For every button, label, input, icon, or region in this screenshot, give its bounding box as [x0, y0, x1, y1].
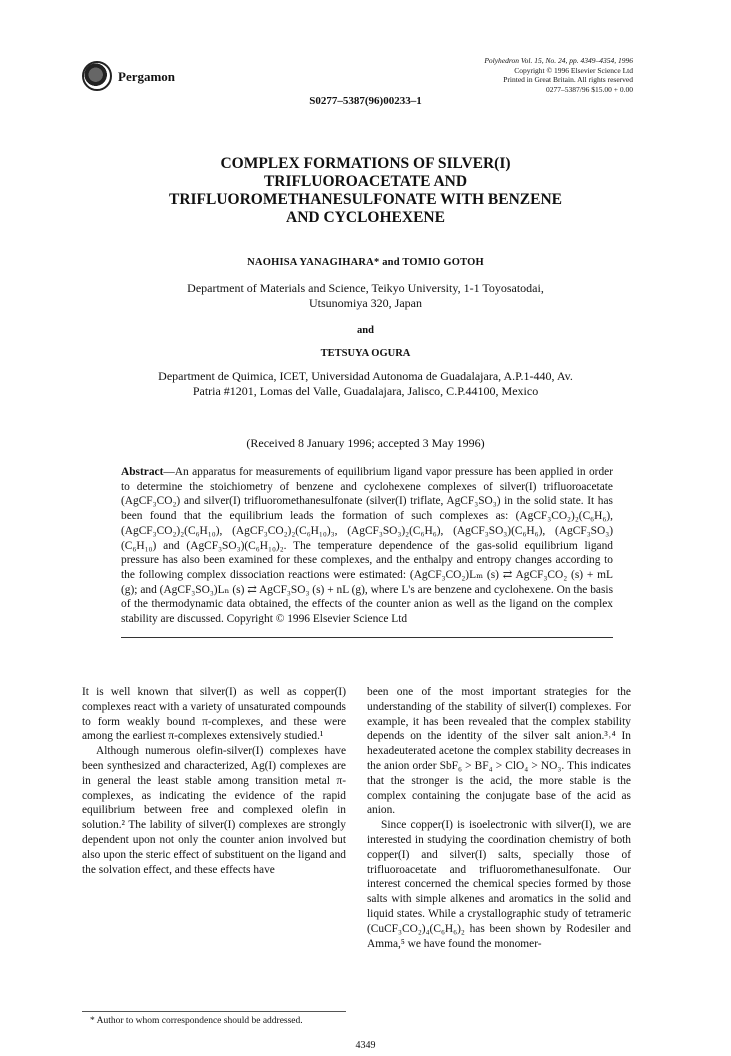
journal-info — [484, 56, 633, 94]
abstract-text: —An apparatus for measurements of equilibrium ligand vapor pressure has been applied in order to determine the stoichiometry of benzene and cyclohexene complexes of silver(I) trifluoroacetate (AgCF₃CO₂) and silver(I) trifluoromethanesulfonate (silver(I) triflate, AgCF₃SO₃) in the solid state. It has been found that the equilibrium leads the formation of such complexes as: (AgCF₃CO₂)₂(C₆H₆), (AgCF₃CO₂)₂(C₆H₁₀), (AgCF₃CO₂)₂(C₆H₁₀)₃, (AgCF₃SO₃)₂(C₆H₆), (AgCF₃SO₃)(C₆H₆), (AgCF₃SO₃)(C₆H₁₀) and (AgCF₃SO₃)(C₆H₁₀)₂. The temperature dependence of the gas-solid equilibrium ligand pressure has also been examined for these complexes, and the enthalpy and entropy changes according to the following complex dissociation reactions were estimated: (AgCF₃CO₂)Lₘ (s) ⇄ AgCF₃CO₂ (s) + mL (g); and (AgCF₃SO₃)Lₙ (s) ⇄ AgCF₃SO₃ (s) + nL (g), where L's are benzene and cyclohexene. On the basis of the thermodynamic data obtained, the effects of the counter anion as well as the ligand on the complex stability are discussed. Copyright © 1996 Elsevier Science Ltd — [121, 466, 613, 626]
journal-line: Printed in Great Britain. All rights reserved — [503, 75, 633, 84]
affiliation-line: Department de Quimica, ICET, Universidad Autonoma de Guadalajara, A.P.1-440, Av. — [158, 369, 573, 383]
body-paragraph: Since copper(I) is isoelectronic with silver(I), we are interested in studying the coordination chemistry of both copper(I) and silver(I) salts, specially those of trifluoroacetate and trifluoromethanesulfonate. Our interest concerned the chemical species formed by those salts with simple alkenes and aromatics in the solid and liquid states. While a crystallographic study of tetrameric (CuCF₃CO₂)₄(C₆H₆)₂ has been shown by Rodesiler and Amma,⁵ we have found the monomer- — [367, 819, 631, 950]
affiliation-line: Utsunomiya 320, Japan — [309, 296, 422, 310]
journal-line: Copyright © 1996 Elsevier Science Ltd — [514, 65, 633, 75]
publisher-logo-icon — [82, 61, 112, 91]
abstract-heading: Abstract — [121, 466, 164, 478]
title-line: TRIFLUOROACETATE AND — [263, 173, 468, 190]
affiliation-line: Department of Materials and Science, Teikyo University, 1-1 Toyosatodai, — [187, 281, 544, 295]
received-dates: (Received 8 January 1996; accepted 3 May 1996) — [246, 436, 485, 450]
affiliation-secondary — [0, 369, 731, 399]
journal-line: Polyhedron Vol. 15, No. 24, pp. 4349–4354, 1996 — [484, 56, 633, 65]
affiliation-line: Patria #1201, Lomas del Valle, Guadalajara, Jalisco, C.P.44100, Mexico — [192, 384, 539, 398]
title-line: COMPLEX FORMATIONS OF SILVER(I) — [220, 155, 511, 172]
abstract-divider — [121, 637, 613, 638]
authors-primary: NAOHISA YANAGIHARA* and TOMIO GOTOH — [247, 257, 484, 268]
article-title — [0, 155, 731, 227]
body-column-left — [82, 685, 346, 877]
abstract — [121, 465, 613, 627]
page-number: 4349 — [355, 1040, 376, 1051]
body-column-right — [367, 685, 631, 951]
and-separator: and — [357, 325, 374, 336]
title-line: TRIFLUOROMETHANESULFONATE WITH BENZENE — [168, 191, 563, 208]
doi: S0277–5387(96)00233–1 — [309, 95, 422, 107]
body-paragraph: It is well known that silver(I) as well as copper(I) complexes react with a variety of unsaturated compounds to form weakly bound π-complexes, and these were among the earliest π-complexes extensively studied.¹ — [82, 686, 346, 743]
body-paragraph: Although numerous olefin-silver(I) complexes have been synthesized and characterized, Ag(I) complexes are in general the least stable among transition metal π-complexes, as indicating the evidence of the rapid equilibrium between free and complexed olefin in solution.² The lability of silver(I) complexes are strongly dependent upon not only the counter anion involved but also upon the steric effect of substituent on the ligand and the solvation effect, and these effects have — [82, 745, 346, 876]
body-paragraph: been one of the most important strategies for the understanding of the stability of silver(I) complexes. For example, it has been revealed that the complex stability depends on the identity of the silver salt anion.³˒⁴ In hexadeuterated acetone the complex stability decreases in the anion order SbF₆ > BF₄ > ClO₄ > NO₃. This indicates that the stronger is the acid, the more stable is the complex containing the conjugate base of the acid as anion. — [367, 686, 631, 817]
journal-line: 0277–5387/96 $15.00 + 0.00 — [546, 84, 633, 94]
publisher-name: Pergamon — [118, 69, 176, 84]
affiliation-primary — [0, 281, 731, 311]
title-line: AND CYCLOHEXENE — [286, 209, 445, 226]
footnote: * Author to whom correspondence should be addressed. — [90, 1016, 303, 1026]
footnote-divider — [82, 1011, 346, 1012]
authors-secondary: TETSUYA OGURA — [320, 348, 411, 359]
